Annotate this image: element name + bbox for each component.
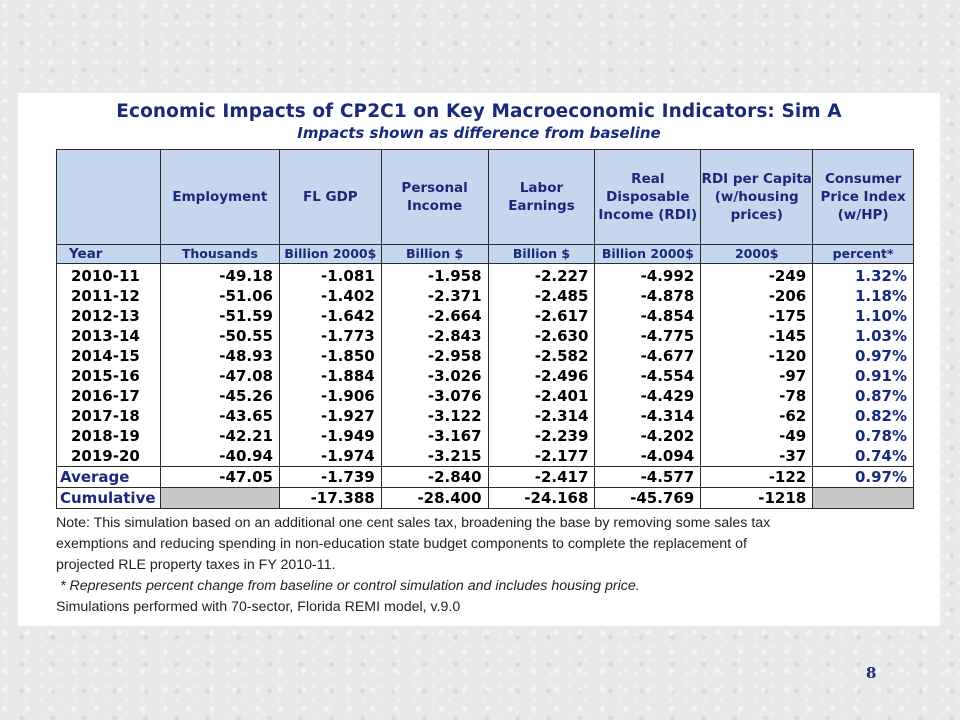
- table-cell: -1.974: [279, 446, 381, 467]
- slide-panel: [18, 93, 940, 626]
- table-cell: -3.076: [381, 386, 488, 406]
- table-cell: -2.314: [488, 406, 595, 426]
- header-cell: Real Disposable Income (RDI): [595, 150, 701, 245]
- year-cell: 2014-15: [57, 346, 161, 366]
- notes-block: [56, 513, 916, 618]
- units-row: [57, 245, 914, 264]
- year-cell: 2015-16: [57, 366, 161, 386]
- table-cell: -47.05: [160, 467, 279, 488]
- table-cell: -2.485: [488, 286, 595, 306]
- header-cell: FL GDP: [279, 150, 381, 245]
- table-cell: -4.878: [595, 286, 701, 306]
- unit-cell: percent*: [813, 245, 914, 264]
- unit-cell: 2000$: [701, 245, 813, 264]
- table-row: [57, 306, 914, 326]
- unit-cell: Thousands: [160, 245, 279, 264]
- table-cell: -2.401: [488, 386, 595, 406]
- unit-cell: Billion 2000$: [279, 245, 381, 264]
- table-cell: -1.958: [381, 264, 488, 287]
- slide-title: Economic Impacts of CP2C1 on Key Macroeconomic Indicators: Sim A: [116, 101, 842, 122]
- table-cell: 1.10%: [813, 306, 914, 326]
- table-cell: -3.122: [381, 406, 488, 426]
- table-cell: 0.82%: [813, 406, 914, 426]
- table-cell-empty: [160, 488, 279, 509]
- cumulative-row: [57, 488, 914, 509]
- table-cell: -1.739: [279, 467, 381, 488]
- table-cell: -2.239: [488, 426, 595, 446]
- table-cell: -1.906: [279, 386, 381, 406]
- table-cell: -4.554: [595, 366, 701, 386]
- table-cell: -2.840: [381, 467, 488, 488]
- footnote-star: * Represents percent change from baseline or control simulation and includes housing price.: [60, 578, 640, 594]
- slide-subtitle: Impacts shown as difference from baseline: [297, 124, 661, 142]
- unit-cell: Billion $: [381, 245, 488, 264]
- table-cell: -249: [701, 264, 813, 287]
- table-cell: -3.167: [381, 426, 488, 446]
- table-cell: -2.227: [488, 264, 595, 287]
- unit-cell: Year: [57, 245, 161, 264]
- table-cell: -206: [701, 286, 813, 306]
- table-cell: -97: [701, 366, 813, 386]
- table-cell: -1.884: [279, 366, 381, 386]
- year-cell: 2011-12: [57, 286, 161, 306]
- table-cell: -120: [701, 346, 813, 366]
- table-cell: -175: [701, 306, 813, 326]
- table-cell: -47.08: [160, 366, 279, 386]
- page-number: 8: [866, 664, 877, 682]
- unit-cell: Billion 2000$: [595, 245, 701, 264]
- table-cell: -37: [701, 446, 813, 467]
- table-cell: -1.773: [279, 326, 381, 346]
- table-cell: -1.949: [279, 426, 381, 446]
- table-cell: 0.78%: [813, 426, 914, 446]
- header-cell: Personal Income: [381, 150, 488, 245]
- table-cell: -2.582: [488, 346, 595, 366]
- header-row: [57, 150, 914, 245]
- table-cell: -4.429: [595, 386, 701, 406]
- table-cell: -2.843: [381, 326, 488, 346]
- header-cell: Labor Earnings: [488, 150, 595, 245]
- table-cell: -4.202: [595, 426, 701, 446]
- year-cell: 2016-17: [57, 386, 161, 406]
- table-cell: 1.32%: [813, 264, 914, 287]
- table-cell: -51.06: [160, 286, 279, 306]
- table-cell: -4.854: [595, 306, 701, 326]
- table-cell: -40.94: [160, 446, 279, 467]
- year-cell: 2013-14: [57, 326, 161, 346]
- cumulative-label: Cumulative: [57, 488, 161, 509]
- header-cell: RDI per Capita (w/housing prices): [701, 150, 813, 245]
- table-cell: -51.59: [160, 306, 279, 326]
- table-cell-empty: [813, 488, 914, 509]
- table-cell: 1.18%: [813, 286, 914, 306]
- table-cell: -43.65: [160, 406, 279, 426]
- table-cell: -1.927: [279, 406, 381, 426]
- table-cell: 0.97%: [813, 467, 914, 488]
- year-cell: 2017-18: [57, 406, 161, 426]
- table-cell: -48.93: [160, 346, 279, 366]
- table-cell: -49: [701, 426, 813, 446]
- table-row: [57, 286, 914, 306]
- average-row: [57, 467, 914, 488]
- table-row: [57, 326, 914, 346]
- table-cell: 0.97%: [813, 346, 914, 366]
- table-cell: -50.55: [160, 326, 279, 346]
- year-cell: 2019-20: [57, 446, 161, 467]
- table-cell: -2.177: [488, 446, 595, 467]
- table-body: [57, 264, 914, 509]
- table-cell: -4.094: [595, 446, 701, 467]
- table-cell: -2.617: [488, 306, 595, 326]
- table-cell: 1.03%: [813, 326, 914, 346]
- table-row: [57, 346, 914, 366]
- impacts-table: [56, 149, 914, 509]
- table-cell: 0.87%: [813, 386, 914, 406]
- table-cell: -4.314: [595, 406, 701, 426]
- table-cell: -62: [701, 406, 813, 426]
- table-cell: -2.371: [381, 286, 488, 306]
- header-cell: Consumer Price Index (w/HP): [813, 150, 914, 245]
- table-cell: -45.26: [160, 386, 279, 406]
- average-label: Average: [57, 467, 161, 488]
- table-cell: -3.026: [381, 366, 488, 386]
- table-cell: -49.18: [160, 264, 279, 287]
- table-row: [57, 406, 914, 426]
- table-cell: -1.850: [279, 346, 381, 366]
- note-line: exemptions and reducing spending in non-education state budget components to complete the replacement of: [56, 536, 747, 552]
- table-row: [57, 446, 914, 467]
- note-line: projected RLE property taxes in FY 2010-11.: [56, 557, 336, 573]
- table-row: [57, 386, 914, 406]
- note-line: Note: This simulation based on an additional one cent sales tax, broadening the base by removing some sales tax: [56, 515, 771, 531]
- table-cell: -78: [701, 386, 813, 406]
- table-cell: -28.400: [381, 488, 488, 509]
- table-row: [57, 366, 914, 386]
- year-cell: 2010-11: [57, 264, 161, 287]
- table-cell: -1.402: [279, 286, 381, 306]
- table-cell: -1218: [701, 488, 813, 509]
- table-cell: -145: [701, 326, 813, 346]
- header-cell: [57, 150, 161, 245]
- table-cell: -42.21: [160, 426, 279, 446]
- table-row: [57, 426, 914, 446]
- table-cell: -2.664: [381, 306, 488, 326]
- table-cell: -2.496: [488, 366, 595, 386]
- table-cell: -122: [701, 467, 813, 488]
- year-cell: 2018-19: [57, 426, 161, 446]
- table-cell: -2.958: [381, 346, 488, 366]
- table-cell: -2.417: [488, 467, 595, 488]
- table-row: [57, 264, 914, 287]
- note-line: Simulations performed with 70-sector, Florida REMI model, v.9.0: [56, 599, 461, 615]
- header-cell: Employment: [160, 150, 279, 245]
- year-cell: 2012-13: [57, 306, 161, 326]
- table-cell: 0.74%: [813, 446, 914, 467]
- table-cell: 0.91%: [813, 366, 914, 386]
- table-cell: -2.630: [488, 326, 595, 346]
- table-cell: -24.168: [488, 488, 595, 509]
- table-cell: -4.775: [595, 326, 701, 346]
- table-cell: -1.642: [279, 306, 381, 326]
- table-cell: -4.577: [595, 467, 701, 488]
- table-cell: -4.992: [595, 264, 701, 287]
- table-cell: -45.769: [595, 488, 701, 509]
- unit-cell: Billion $: [488, 245, 595, 264]
- table-cell: -1.081: [279, 264, 381, 287]
- table-cell: -17.388: [279, 488, 381, 509]
- table-cell: -4.677: [595, 346, 701, 366]
- table-cell: -3.215: [381, 446, 488, 467]
